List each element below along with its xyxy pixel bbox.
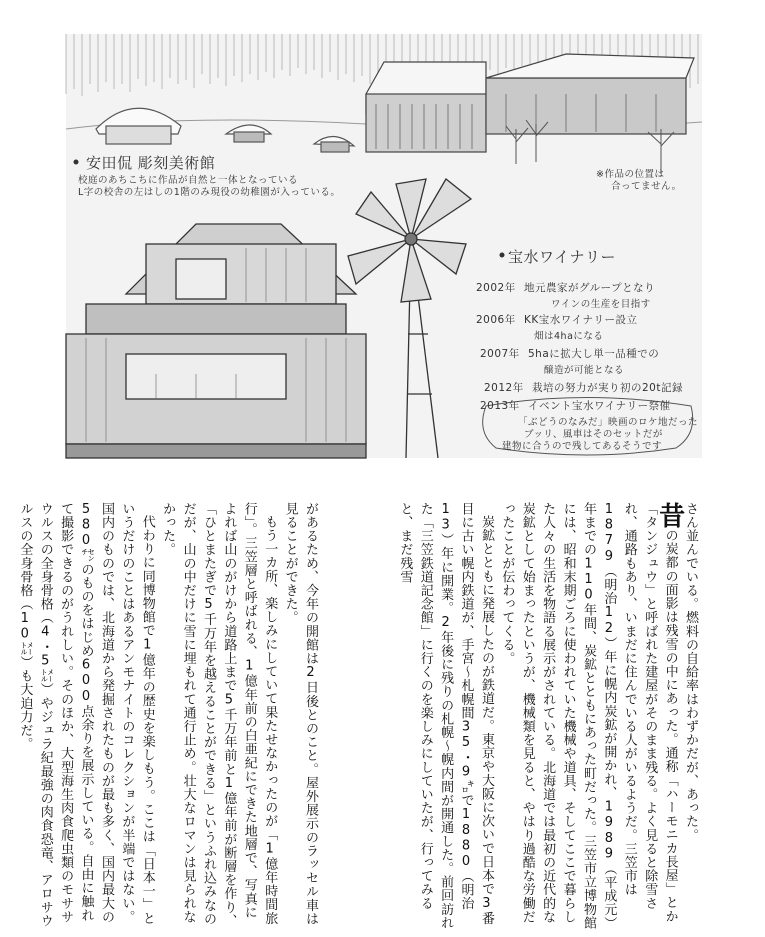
- timeline-text: 5haに拡大し単一品種での: [528, 348, 660, 360]
- timeline-text: KK宝水ワイナリー設立: [524, 314, 638, 326]
- winery-title: 宝水ワイナリー: [508, 248, 617, 266]
- pencil-sketch-illustration: [66, 34, 702, 458]
- timeline-year: 2006年: [476, 314, 516, 326]
- article-paragraph: もう一カ所、楽しみにしていて果たせなかったのが「1億年時間旅行」。三笠層と呼ばれる、1億年前の白亜紀にできた地層で、写真によれば山のがけから道路上まで5千万年前と1億年前が断層を作り、「ひとまたぎで5千万年を越えることができる」というふれ込みなのだが、山の中だけに雪に埋もれて通行止め。壮大なロマンは見られなかった。: [160, 502, 278, 928]
- side-note-line2: 合ってません。: [611, 181, 682, 192]
- article-column-left: [17, 502, 320, 930]
- drop-cap: 昔: [654, 502, 685, 529]
- museum-caption-line1: 校庭のあちこちに作品が自然と一体となっている: [78, 175, 299, 186]
- timeline-year: 2012年: [484, 382, 524, 394]
- side-note-line1: ※作品の位置は: [596, 169, 665, 180]
- article-column-left-wrapper: [470, 502, 680, 930]
- article-paragraph: があるため、今年の開館は2日後とのこと。屋外展示のラッセル車は見ることができた。: [282, 502, 318, 926]
- timeline-text: ワインの生産を目指す: [551, 299, 651, 310]
- timeline-year: 2007年: [480, 348, 520, 360]
- bubble-line2: ブッリ、風車はそのセットだが: [524, 429, 663, 440]
- timeline-text: 栽培の努力が実り初の20t記録: [532, 382, 683, 394]
- bubble-line3: 建物に合うので残してあるそうです: [502, 441, 663, 452]
- timeline-text: 地元農家がグループとなり: [524, 282, 656, 294]
- timeline-year: 2002年: [476, 282, 516, 294]
- timeline-text: 畑は4haになる: [534, 331, 604, 342]
- article-paragraph: 炭鉱とともに発展したのが鉄道だ。東京や大阪に次いで日本で3番目に古い幌内鉄道が、手宮〜札幌間35・9㌔で1880（明治13）年に開業。2年後に残りの札幌〜幌内間が開通した。前回訪れた「三笠鉄道記念館」に行くのを楽しみにしていたが、行ってみると、まだ残雪: [397, 502, 494, 930]
- timeline-text: 醸造が可能となる: [544, 365, 625, 376]
- museum-title: 安田侃 彫刻美術館: [86, 154, 216, 172]
- timeline-year: 2013年: [480, 400, 520, 412]
- article-paragraph: さん並んでいる。燃料の自給率はわずかだが、あった。: [683, 502, 698, 842]
- timeline-text: イベント宝水ワイナリー祭催: [528, 400, 671, 412]
- article-paragraph: 代わりに同博物館で1億年の歴史を楽しもう。ここは「日本一」というだけのことはあるアンモナイトのコレクションが半端ではない。国内のものでは、北海道から発掘されたものが最も多く、国内最大の580㌢のものをはじめ600点余りを展示している。自由に触れて撮影できるのがうれしい。そのほか、大型海生肉食爬虫類のモササウルスの全身骨格（4・5㍍）やジュラ紀最強の肉食恐竜、アロサウルスの全身骨格（10㍍）も大迫力だ。: [17, 502, 155, 928]
- article-paragraph: の炭都の面影は残雪の中にあった。通称「ハーモニカ長屋」とか「タンジュウ」と呼ばれた建屋がそのまま残る。よく見ると除雪され、通路もあり、いまだに住んでいる人がいるようだ。三笠市は1879（明治12）年に幌内炭鉱が開かれ、1989（平成元）年までの110年間、炭鉱とともにあった町だった。三笠市立博物館には、昭和末期ごろに使われていた機械や道具、そしてここで暮らした人々の生活を物語る展示がされている。北海道では最初の近代的な炭鉱として始まったというが、機械類を見ると、やはり過酷な労働だったことが伝わってくる。: [499, 502, 678, 930]
- museum-caption-line2: L字の校舎の左はしの1階のみ現役の幼稚園が入っている。: [78, 187, 341, 198]
- bubble-line1: 「ぶどうのなみだ」映画のロケ地だった: [518, 417, 699, 428]
